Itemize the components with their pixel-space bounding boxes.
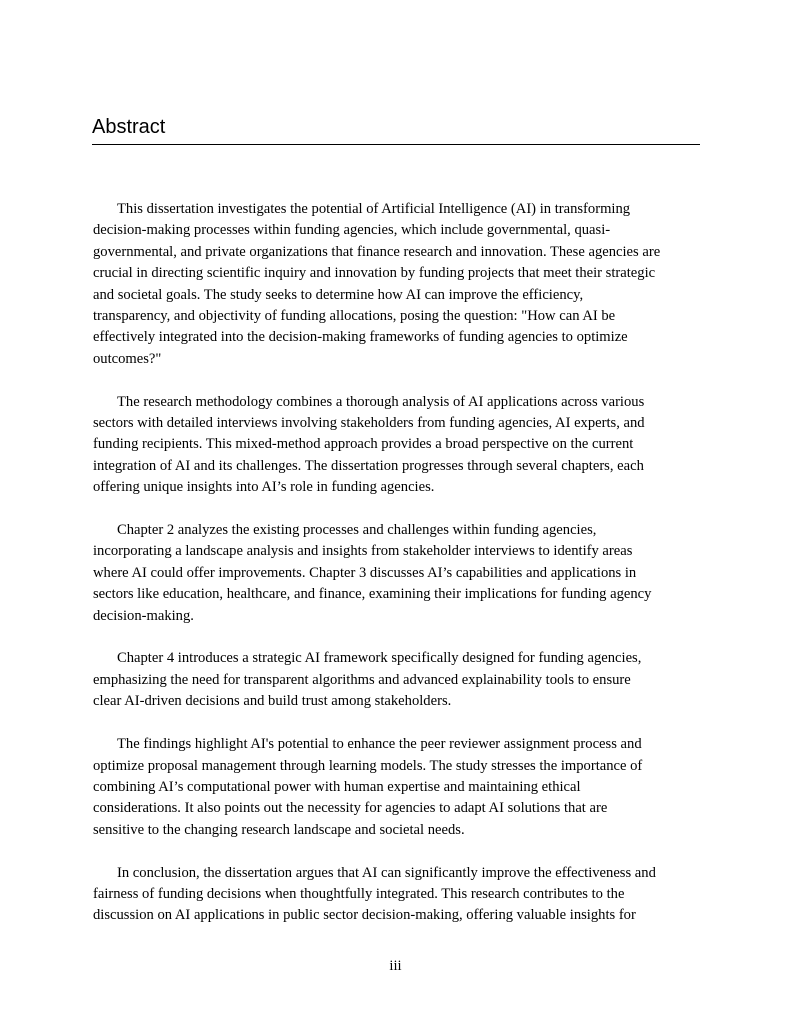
paragraph xyxy=(93,199,733,370)
text-line: offering unique insights into AI’s role in funding agencies. xyxy=(93,479,435,496)
text-line: crucial in directing scientific inquiry and innovation by funding projects that meet their strategic xyxy=(93,265,656,282)
text-line: outcomes?" xyxy=(93,350,162,367)
text-line: clear AI-driven decisions and build trust among stakeholders. xyxy=(93,693,452,710)
text-line: decision-making processes within funding agencies, which include governmental, quasi- xyxy=(93,222,611,239)
paragraph xyxy=(93,520,733,627)
text-line: This dissertation investigates the potential of Artificial Intelligence (AI) in transforming xyxy=(117,201,631,217)
text-line: transparency, and objectivity of funding allocations, posing the question: "How can AI be xyxy=(93,308,616,325)
text-line: emphasizing the need for transparent algorithms and advanced explainability tools to ensure xyxy=(93,671,631,688)
text-line: and societal goals. The study seeks to determine how AI can improve the efficiency, xyxy=(93,286,584,303)
page-number: iii xyxy=(389,958,402,974)
paragraph xyxy=(93,648,733,712)
text-line: where AI could offer improvements. Chapter 3 discusses AI’s capabilities and applications in xyxy=(93,564,637,581)
text-line: optimize proposal management through learning models. The study stresses the importance of xyxy=(93,757,643,774)
text-line: combining AI’s computational power with human expertise and maintaining ethical xyxy=(93,778,581,795)
paragraph xyxy=(93,734,733,841)
text-line: integration of AI and its challenges. The dissertation progresses through several chapters, each xyxy=(93,457,644,474)
text-line: incorporating a landscape analysis and insights from stakeholder interviews to identify areas xyxy=(93,543,633,560)
text-line: The findings highlight AI's potential to enhance the peer reviewer assignment process and xyxy=(117,736,642,753)
heading-divider xyxy=(92,144,700,145)
abstract-body xyxy=(93,199,733,948)
text-line: In conclusion, the dissertation argues that AI can significantly improve the effectiveness and xyxy=(117,864,656,881)
text-line: considerations. It also points out the necessity for agencies to adapt AI solutions that are xyxy=(93,800,608,817)
text-line: funding recipients. This mixed-method approach provides a broad perspective on the current xyxy=(93,436,634,453)
text-line: sectors with detailed interviews involving stakeholders from funding agencies, AI experts, and xyxy=(93,415,645,432)
text-line: governmental, and private organizations that finance research and innovation. These agencies are xyxy=(93,243,661,260)
text-line: effectively integrated into the decision-making frameworks of funding agencies to optimize xyxy=(93,329,628,346)
text-line: decision-making. xyxy=(93,607,194,624)
paragraph xyxy=(93,392,733,499)
text-line: Chapter 2 analyzes the existing processes and challenges within funding agencies, xyxy=(117,522,597,539)
text-line: sectors like education, healthcare, and finance, examining their implications for funding agency xyxy=(93,586,652,603)
paragraph xyxy=(93,863,733,927)
text-line: Chapter 4 introduces a strategic AI framework specifically designed for funding agencies, xyxy=(117,650,642,667)
text-line: The research methodology combines a thorough analysis of AI applications across various xyxy=(117,393,645,410)
page-title: Abstract xyxy=(92,116,166,138)
text-line: discussion on AI applications in public sector decision-making, offering valuable insights for xyxy=(93,907,636,924)
text-line: fairness of funding decisions when thoughtfully integrated. This research contributes to the xyxy=(93,885,625,902)
text-line: sensitive to the changing research landscape and societal needs. xyxy=(93,821,465,838)
